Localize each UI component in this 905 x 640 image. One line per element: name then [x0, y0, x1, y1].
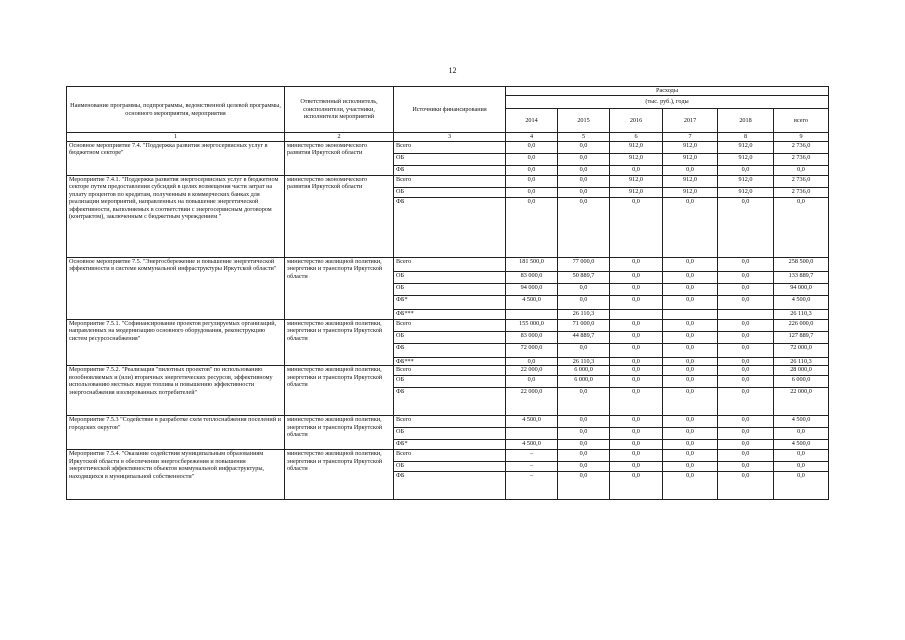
total-value: 2 736,0	[774, 176, 829, 188]
funding-source: Всего	[394, 366, 506, 376]
year-value: 0,0	[610, 296, 663, 310]
column-numbers	[67, 133, 829, 142]
year-value: 0,0	[506, 142, 558, 154]
header-expenses: Расходы	[506, 87, 829, 96]
year-value: 0,0	[663, 472, 718, 500]
year-cell: 2015	[558, 109, 610, 133]
activity-name: Мероприятие 7.5.4. "Оказание содействия муниципальным образованиям Иркутской области в обеспечении энергосбережения и повышения энергетической эффективности объектов коммунальной инфраструктуры, находящихся в муниципальной собственности"	[67, 450, 285, 500]
year-value: 0,0	[610, 166, 663, 176]
year-value: 0,0	[610, 450, 663, 462]
funding-source: ФБ	[394, 198, 506, 258]
year-value: 0,0	[718, 332, 774, 344]
total-value: 4 500,0	[774, 440, 829, 450]
year-value: 0,0	[610, 284, 663, 296]
col-number: 7	[663, 133, 718, 142]
col-number: 6	[610, 133, 663, 142]
funding-source: ФБ	[394, 472, 506, 500]
year-value: –	[506, 472, 558, 500]
col-number: 2	[285, 133, 394, 142]
year-value: 0,0	[718, 416, 774, 428]
year-value: 0,0	[558, 176, 610, 188]
year-value: 912,0	[663, 142, 718, 154]
year-value	[718, 310, 774, 320]
year-value: 26 110,3	[558, 358, 610, 366]
year-value: 0,0	[718, 166, 774, 176]
year-value: 0,0	[506, 154, 558, 166]
header-units: (тыс. руб.), годы	[506, 96, 829, 109]
year-value: 0,0	[558, 462, 610, 472]
year-value: 0,0	[663, 344, 718, 358]
table-row	[67, 320, 829, 332]
year-value: 26 110,3	[558, 310, 610, 320]
year-value: 22 000,0	[506, 388, 558, 416]
executor: министерство жилищной политики, энергетики и транспорта Иркутской области	[285, 258, 394, 320]
year-value: 0,0	[558, 284, 610, 296]
year-value: 0,0	[506, 198, 558, 258]
year-value: 912,0	[718, 142, 774, 154]
funding-source: ФБ*	[394, 296, 506, 310]
funding-source: Всего	[394, 450, 506, 462]
year-value: 0,0	[718, 198, 774, 258]
year-value: 0,0	[610, 320, 663, 332]
year-value: 0,0	[663, 462, 718, 472]
header-sources: Источники финансирования	[394, 87, 506, 133]
total-value: 22 000,0	[774, 388, 829, 416]
year-value: 0,0	[558, 440, 610, 450]
year-value: 0,0	[718, 462, 774, 472]
funding-source: ФБ	[394, 388, 506, 416]
year-value: 0,0	[718, 428, 774, 440]
year-value: 0,0	[558, 428, 610, 440]
year-value: 912,0	[610, 188, 663, 198]
year-value: 0,0	[718, 358, 774, 366]
year-value: 0,0	[718, 296, 774, 310]
activity-name: Мероприятие 7.5.3 "Содействие в разработке схем теплоснабжения поселений и городских округов"	[67, 416, 285, 450]
year-value: 912,0	[610, 176, 663, 188]
year-value: 44 889,7	[558, 332, 610, 344]
executor: министерство жилищной политики, энергетики и транспорта Иркутской области	[285, 366, 394, 416]
year-value	[506, 310, 558, 320]
total-value: 127 889,7	[774, 332, 829, 344]
year-value: 0,0	[610, 344, 663, 358]
total-value: 0,0	[774, 462, 829, 472]
table-row	[67, 450, 829, 462]
year-value: 6 000,0	[558, 366, 610, 376]
year-value: 0,0	[663, 258, 718, 272]
total-value: 2 736,0	[774, 142, 829, 154]
funding-source: ФБ***	[394, 310, 506, 320]
year-value: 0,0	[718, 284, 774, 296]
activity-name: Мероприятие 7.5.1. "Софинансирование проектов регулируемых организаций, направленных на модернизацию основного оборудования, реконструкцию систем ресурсоснабжения"	[67, 320, 285, 366]
year-cell: 2016	[610, 109, 663, 133]
year-value: 0,0	[663, 284, 718, 296]
total-value: 2 736,0	[774, 154, 829, 166]
total-value: 28 000,0	[774, 366, 829, 376]
year-value: 0,0	[610, 416, 663, 428]
executor: министерство жилищной политики, энергетики и транспорта Иркутской области	[285, 416, 394, 450]
year-value: 0,0	[558, 142, 610, 154]
year-value: 0,0	[558, 416, 610, 428]
total-value: 0,0	[774, 166, 829, 176]
year-value: 912,0	[663, 188, 718, 198]
year-value: –	[506, 462, 558, 472]
total-value: 94 000,0	[774, 284, 829, 296]
col-number: 3	[394, 133, 506, 142]
year-value: 0,0	[610, 472, 663, 500]
funding-source: ОБ	[394, 462, 506, 472]
year-value: 94 000,0	[506, 284, 558, 296]
total-value: 226 000,0	[774, 320, 829, 332]
year-value: 0,0	[718, 450, 774, 462]
year-cell: 2014	[506, 109, 558, 133]
total-value: 26 110,3	[774, 358, 829, 366]
year-value	[506, 428, 558, 440]
total-value: 4 500,0	[774, 296, 829, 310]
year-value: 0,0	[663, 450, 718, 462]
year-value: 4 500,0	[506, 416, 558, 428]
total-value: 258 500,0	[774, 258, 829, 272]
year-value: 0,0	[718, 440, 774, 450]
funding-source: ОБ	[394, 284, 506, 296]
total-value: 0,0	[774, 428, 829, 440]
year-value: 0,0	[506, 166, 558, 176]
year-value: 0,0	[718, 272, 774, 284]
funding-source: ФБ*	[394, 440, 506, 450]
year-value: 0,0	[506, 176, 558, 188]
total-value: 0,0	[774, 450, 829, 462]
table-row	[67, 416, 829, 428]
year-value: 0,0	[610, 366, 663, 376]
year-value: 0,0	[610, 198, 663, 258]
year-value: 181 500,0	[506, 258, 558, 272]
table-row	[67, 142, 829, 154]
year-cell: 2017	[663, 109, 718, 133]
year-value: 0,0	[610, 440, 663, 450]
total-value: 133 889,7	[774, 272, 829, 284]
total-value: 72 000,0	[774, 344, 829, 358]
year-value: 0,0	[610, 332, 663, 344]
total-value: 0,0	[774, 198, 829, 258]
year-value: 0,0	[663, 388, 718, 416]
table-row	[67, 366, 829, 376]
funding-source: ОБ	[394, 376, 506, 388]
year-value: 4 500,0	[506, 296, 558, 310]
year-value	[610, 310, 663, 320]
funding-source: ФБ***	[394, 358, 506, 366]
year-value: 0,0	[558, 388, 610, 416]
funding-source: ФБ	[394, 344, 506, 358]
year-value: 0,0	[610, 388, 663, 416]
year-value: 0,0	[718, 366, 774, 376]
funding-source: Всего	[394, 416, 506, 428]
year-value: 50 889,7	[558, 272, 610, 284]
total-value: 2 736,0	[774, 188, 829, 198]
table-row	[67, 258, 829, 272]
year-value: 0,0	[506, 188, 558, 198]
year-value: 77 000,0	[558, 258, 610, 272]
year-value: 0,0	[718, 472, 774, 500]
year-value: 912,0	[718, 188, 774, 198]
funding-source: Всего	[394, 320, 506, 332]
col-number: 4	[506, 133, 558, 142]
year-value: 0,0	[558, 296, 610, 310]
year-value: 0,0	[558, 198, 610, 258]
year-value: 0,0	[663, 166, 718, 176]
activity-name: Основное мероприятие 7.4. "Поддержка развития энергосервисных услуг в бюджетном секторе"	[67, 142, 285, 176]
year-value: 0,0	[558, 154, 610, 166]
funding-source: ФБ	[394, 166, 506, 176]
year-value: 0,0	[558, 166, 610, 176]
year-value: 22 000,0	[506, 366, 558, 376]
year-value: 0,0	[718, 344, 774, 358]
col-number: 1	[67, 133, 285, 142]
year-value: 912,0	[663, 176, 718, 188]
year-value: 0,0	[718, 320, 774, 332]
year-value: 83 000,0	[506, 272, 558, 284]
year-value: 0,0	[663, 416, 718, 428]
year-value: 0,0	[610, 462, 663, 472]
year-value: 6 000,0	[558, 376, 610, 388]
year-value: 0,0	[663, 296, 718, 310]
table-body	[67, 142, 829, 500]
total-value: 26 110,3	[774, 310, 829, 320]
header-name: Наименование программы, подпрограммы, ведомственной целевой программы, основного мероприятия, мероприятия	[67, 87, 285, 133]
year-value: 0,0	[663, 376, 718, 388]
year-value: 0,0	[506, 358, 558, 366]
year-value: 0,0	[506, 376, 558, 388]
year-value: 912,0	[610, 154, 663, 166]
col-number: 8	[718, 133, 774, 142]
year-value: 0,0	[663, 366, 718, 376]
year-value: 4 500,0	[506, 440, 558, 450]
executor: министерство экономического развития Иркутской области	[285, 142, 394, 176]
activity-name: Мероприятие 7.5.2. "Реализация "пилотных проектов" по использованию возобновляемых и (или) вторичных энергетических ресурсов, эффективному использованию местных видов топлива и повышению эффективности энергоснабжения изолированных потребителей"	[67, 366, 285, 416]
year-value: 0,0	[558, 344, 610, 358]
year-value: 0,0	[718, 258, 774, 272]
year-value: 0,0	[663, 320, 718, 332]
year-value: 0,0	[663, 358, 718, 366]
year-value: 83 000,0	[506, 332, 558, 344]
year-value: 912,0	[663, 154, 718, 166]
year-value: 912,0	[718, 154, 774, 166]
year-value: 912,0	[610, 142, 663, 154]
year-value: 0,0	[610, 258, 663, 272]
year-value: 0,0	[718, 388, 774, 416]
year-value: 0,0	[663, 198, 718, 258]
year-value: 0,0	[663, 332, 718, 344]
year-value: 0,0	[663, 428, 718, 440]
funding-source: ОБ	[394, 272, 506, 284]
funding-source: Всего	[394, 258, 506, 272]
year-value: 155 000,0	[506, 320, 558, 332]
total-value: 0,0	[774, 472, 829, 500]
table-row	[67, 176, 829, 188]
activity-name: Основное мероприятие 7.5. "Энергосбережение и повышение энергетической эффективности в системе коммунальной инфраструктуры Иркутской области"	[67, 258, 285, 320]
executor: министерство жилищной политики, энергетики и транспорта Иркутской области	[285, 450, 394, 500]
page-number: 12	[448, 66, 457, 75]
year-value: 72 000,0	[506, 344, 558, 358]
budget-table	[66, 86, 829, 500]
total-value: 6 000,0	[774, 376, 829, 388]
year-value: 912,0	[718, 176, 774, 188]
year-value: 0,0	[718, 376, 774, 388]
activity-name: Мероприятие 7.4.1. "Поддержка развития энергосервисных услуг в бюджетном секторе путем предоставления субсидий в целях возмещения части затрат на уплату процентов по кредитам, полученным в коммерческих банках для реализации мероприятий, направленных на повышение энергетической эффективности, выполняемых в соответствии с энергосервисным договором (контрактом), заключенным с бюджетным учреждением "	[67, 176, 285, 258]
table-header	[67, 87, 829, 142]
executor: министерство жилищной политики, энергетики и транспорта Иркутской области	[285, 320, 394, 366]
funding-source: ОБ	[394, 428, 506, 440]
funding-source: Всего	[394, 176, 506, 188]
year-value: 0,0	[610, 358, 663, 366]
year-value: 0,0	[610, 272, 663, 284]
executor: министерство экономического развития Иркутской области	[285, 176, 394, 258]
year-value: 0,0	[558, 450, 610, 462]
funding-source: ОБ	[394, 154, 506, 166]
col-number: 5	[558, 133, 610, 142]
year-value: 0,0	[610, 376, 663, 388]
year-value: 71 000,0	[558, 320, 610, 332]
col-number: 9	[774, 133, 829, 142]
header-executor: Ответственный исполнитель, соисполнители, участники, исполнители мероприятий	[285, 87, 394, 133]
year-value: 0,0	[663, 440, 718, 450]
funding-source: Всего	[394, 142, 506, 154]
year-value: 0,0	[558, 472, 610, 500]
year-value: 0,0	[663, 272, 718, 284]
year-value	[663, 310, 718, 320]
total-value: 4 500,0	[774, 416, 829, 428]
year-value: 0,0	[610, 428, 663, 440]
year-value: –	[506, 450, 558, 462]
year-value: 0,0	[558, 188, 610, 198]
funding-source: ОБ	[394, 188, 506, 198]
year-cell: всего	[774, 109, 829, 133]
funding-source: ОБ	[394, 332, 506, 344]
year-cell: 2018	[718, 109, 774, 133]
